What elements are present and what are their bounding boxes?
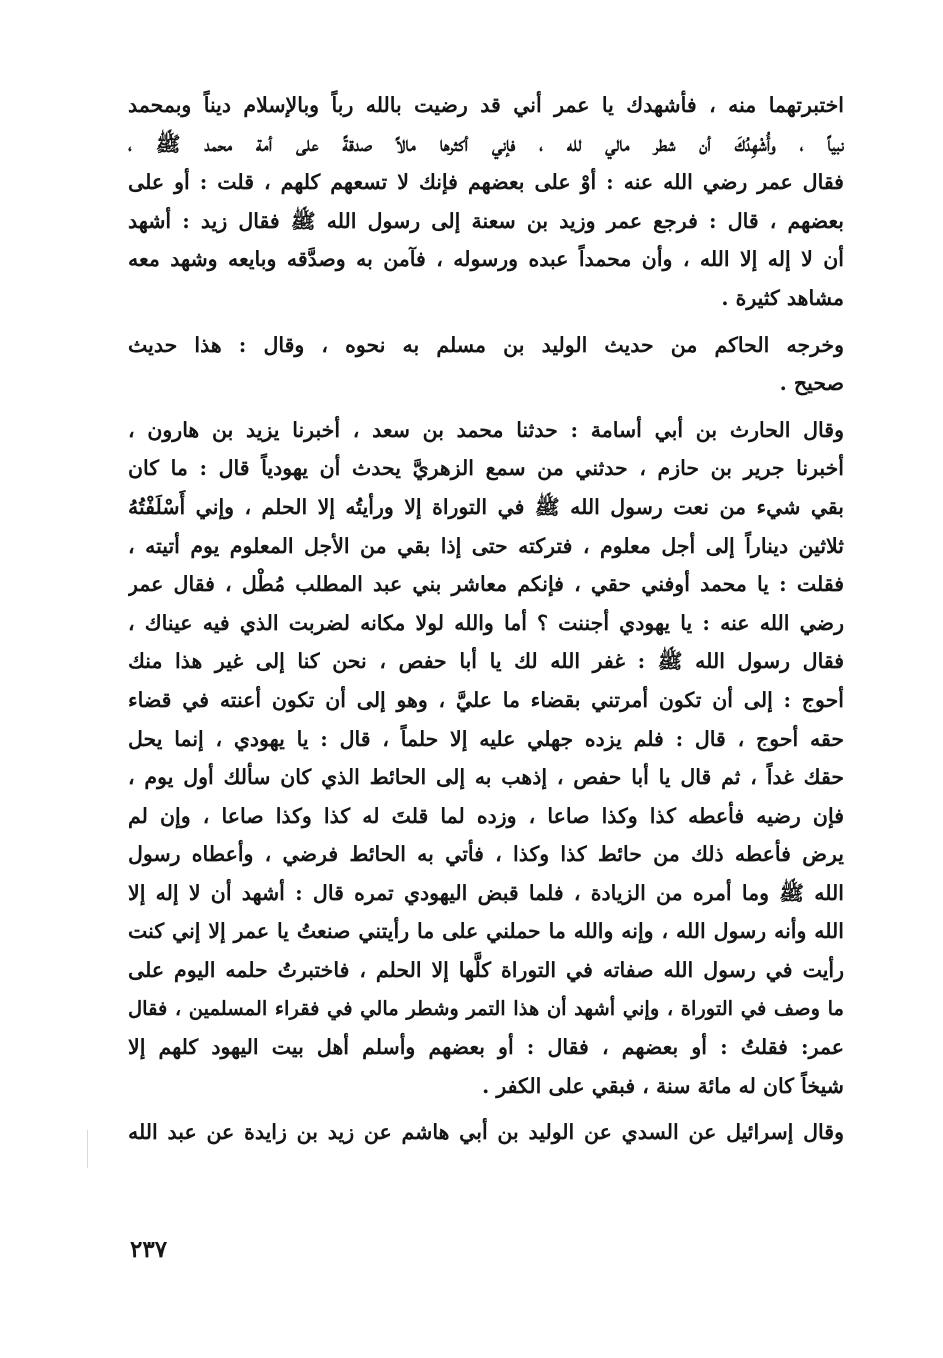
text-line: شيخاً كان له مائة سنة ، فبقي على الكفر . <box>482 1073 844 1098</box>
text-line: بعضهم ، قال : فرجع عمر وزيد بن سعنة إلى رسول الله ﷺ فقال زيد : أشهد <box>128 208 844 233</box>
text-line: حقه أحوج ، قال : فلم يزده جهلي عليه إلا حلماً ، قال : يا يهودي ، إنما يحل <box>128 726 844 751</box>
text-line: مشاهد كثيرة . <box>721 285 844 310</box>
text-line: نبياً ، وأُشْهِدُكَ أن شطر مالي لله ، فإني أكثرها مالاً صدقةً على أمة محمد ﷺ ، <box>128 131 844 156</box>
paragraph-3 <box>128 411 844 1106</box>
text-line: يرض فأعطه ذلك من حائط كذا وكذا ، فأتي به الحائط فرضي ، وأعطاه رسول <box>128 842 844 867</box>
text-line: وقال الحارث بن أبي أسامة : حدثنا محمد بن سعد ، أخبرنا يزيد بن هارون ، <box>128 417 844 442</box>
page-number: ٢٣٧ <box>130 1236 168 1263</box>
text-line: فقال عمر رضي الله عنه : أوْ على بعضهم فإنك لا تسعهم كلهم ، قلت : أو على <box>128 170 844 195</box>
text-line: وخرجه الحاكم من حديث الوليد بن مسلم به نحوه ، وقال : هذا حديث <box>128 332 844 357</box>
text-line: رأيت في رسول الله صفاته في التوراة كلَّها إلا الحلم ، فاختبرتُ حلمه اليوم على <box>128 958 844 983</box>
text-line: وقال إسرائيل عن السدي عن الوليد بن أبي هاشم عن زيد بن زايدة عن عبد الله <box>128 1120 844 1145</box>
text-line: بقي شيء من نعت رسول الله ﷺ في التوراة إلا ورأيتُه إلا الحلم ، وإني أَسْلَفْتُهُ <box>128 494 844 519</box>
text-line: أحوج : إلى أن تكون أمرتني بقضاء ما عليَّ ، وهو إلى أن تكون أعنته في قضاء <box>128 687 844 712</box>
text-line: عمر: فقلتُ : أو بعضهم ، فقال : أو بعضهم وأسلم أهل بيت اليهود كلهم إلا <box>128 1035 844 1060</box>
text-line: رضي الله عنه : يا يهودي أجننت ؟ أما والله لولا مكانه لضربت الذي فيه عيناك ، <box>128 610 844 635</box>
paragraph-2 <box>128 326 844 403</box>
text-line: الله ﷺ وما أمره من الزيادة ، فلما قبض اليهودي تمره قال : أشهد أن لا إله إلا <box>128 880 844 905</box>
text-line: أخبرنا جرير بن حازم ، حدثني من سمع الزهريَّ يحدث أن يهودياً قال : ما كان <box>128 456 844 481</box>
text-line: الله وأنه رسول الله ، وإنه والله ما حملني على ما رأيتني صنعتُ يا عمر إلا إني كنت <box>128 919 844 944</box>
paragraph-1 <box>128 86 844 318</box>
text-line: ما وصف في التوراة ، وإني أشهد أن هذا التمر وشطر مالي في فقراء المسلمين ، فقال <box>128 996 844 1020</box>
page-body-text <box>128 86 844 1152</box>
text-line: فإن رضيه فأعطه كذا وكذا صاعا ، وزده لما قلتَ له كذا وكذا صاعا ، وإن لم <box>128 803 844 828</box>
text-line: صحيح . <box>779 371 844 396</box>
text-line: فقال رسول الله ﷺ : غفر الله لك يا أبا حفص ، نحن كنا إلى غير هذا منك <box>128 649 844 674</box>
text-line: فقلت : يا محمد أوفني حقي ، فإنكم معاشر بني عبد المطلب مُطْل ، فقال عمر <box>128 572 844 597</box>
text-line: ثلاثين ديناراً إلى أجل معلوم ، فتركته حتى إذا بقي من الأجل المعلوم يوم أتيته ، <box>128 533 844 558</box>
paragraph-4 <box>128 1113 844 1152</box>
scan-margin-mark <box>87 1130 88 1168</box>
text-line: أن لا إله إلا الله ، وأن محمداً عبده ورسوله ، فآمن به وصدَّقه وبايعه وشهد معه <box>128 247 844 272</box>
text-line: حقك غداً ، ثم قال يا أبا حفص ، إذهب به إلى الحائط الذي كان سألك أول يوم ، <box>128 765 844 790</box>
text-line: اختبرتهما منه ، فأشهدك يا عمر أني قد رضيت بالله رباً وبالإسلام ديناً وبمحمد <box>128 93 844 117</box>
